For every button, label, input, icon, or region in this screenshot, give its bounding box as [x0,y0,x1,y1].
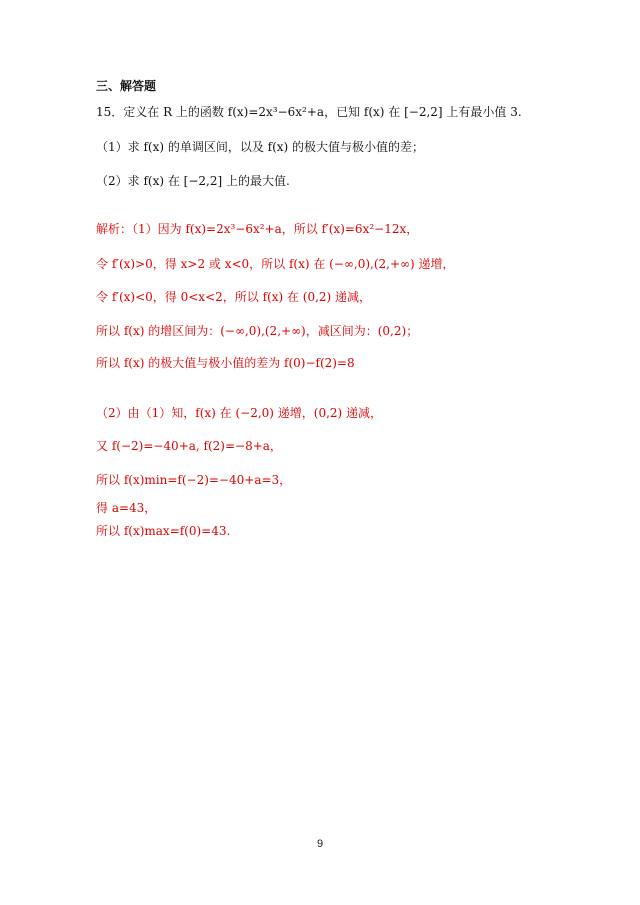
page-number: 9 [316,838,324,850]
solution-line-7: 又 f(−2)=−40+a, f(2)=−8+a， [96,439,282,453]
problem-part-2: （2）求 f(x) 在 [−2,2] 上的最大值. [96,174,290,188]
solution-line-1: 解析：（1）因为 f(x)=2x³−6x²+a，所以 f′(x)=6x²−12x， [96,222,419,236]
problem-part-1: （1）求 f(x) 的单调区间，以及 f(x) 的极大值与极小值的差； [96,140,425,154]
solution-line-3: 令 f′(x)<0，得 0<x<2，所以 f(x) 在 (0,2) 递减， [96,290,372,304]
section-heading: 三、解答题 [96,79,157,93]
solution-line-9: 得 a=43， [96,501,157,515]
solution-line-6: （2）由（1）知，f(x) 在 (−2,0) 递增，(0,2) 递减， [96,406,383,420]
solution-line-2: 令 f′(x)>0，得 x>2 或 x<0，所以 f(x) 在 (−∞,0),(2,+∞) 递增， [96,257,455,271]
solution-line-5: 所以 f(x) 的极大值与极小值的差为 f(0)−f(2)=8 [96,356,355,370]
problem-statement: 15．定义在 R 上的函数 f(x)=2x³−6x²+a，已知 f(x) 在 [−2,2] 上有最小值 3. [96,105,522,119]
solution-line-4: 所以 f(x) 的增区间为：(−∞,0),(2,+∞)，减区间为：(0,2)； [96,324,419,338]
solution-line-10: 所以 f(x)max=f(0)=43. [96,524,231,538]
solution-line-8: 所以 f(x)min=f(−2)=−40+a=3， [96,473,292,487]
